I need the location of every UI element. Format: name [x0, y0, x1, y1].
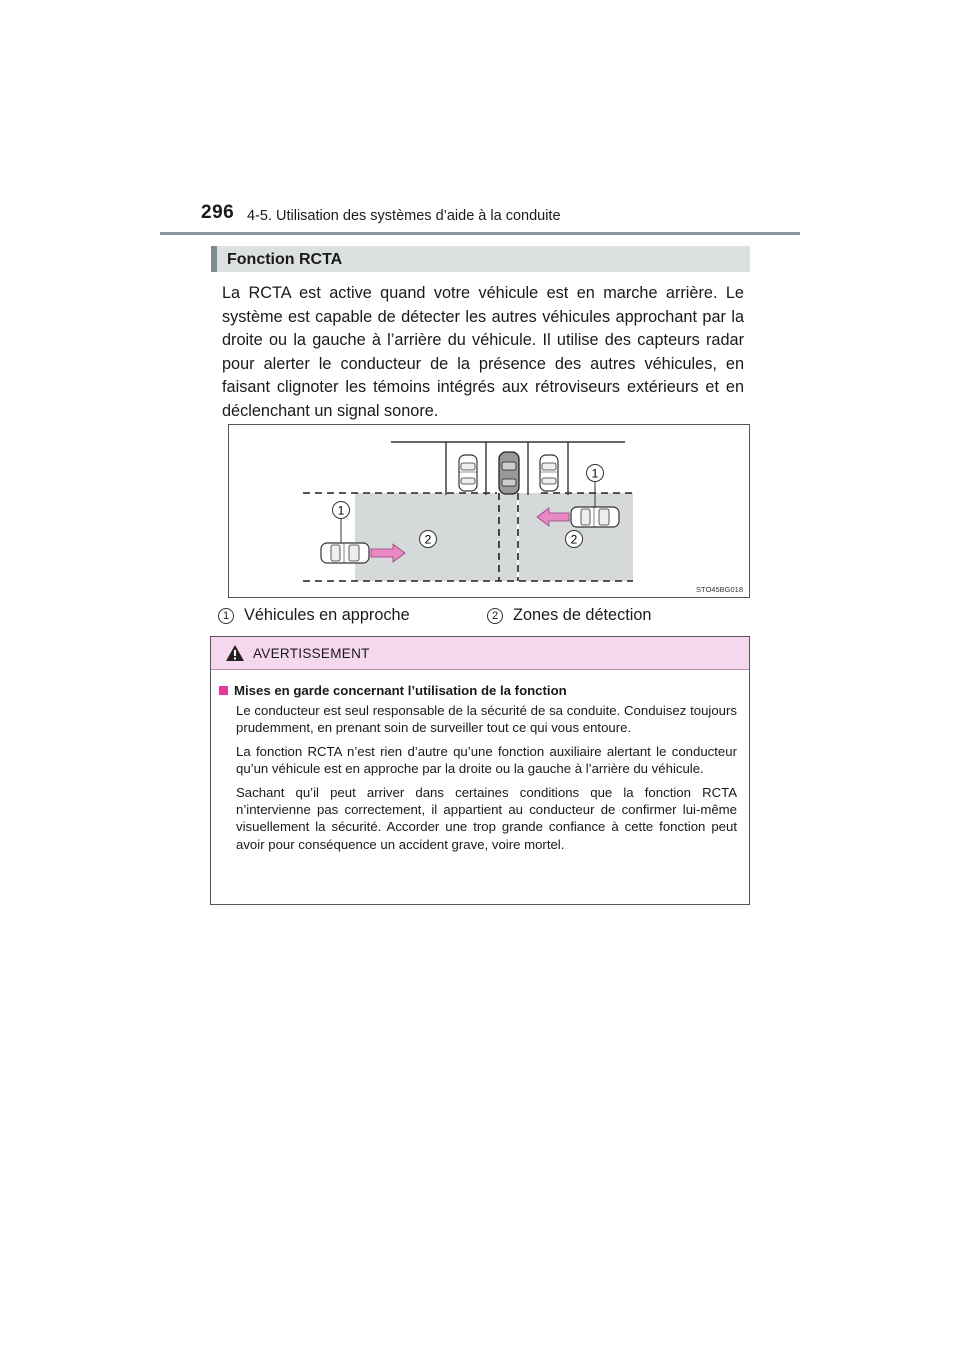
warning-content [211, 670, 749, 853]
intro-paragraph: La RCTA est active quand votre véhicule est en marche arrière. Le système est capable de détecter les autres véhicules approchant par la droite ou la gauche à l’arrière du véhicule. Il utilise des capteurs radar pour alerter le conducteur de la présence des autres véhicules, en faisant clignoter les témoins intégrés aux rétroviseurs extérieurs et en déclenchant un signal sonore. [222, 284, 744, 420]
running-header: 4-5. Utilisation des systèmes d’aide à la conduite [247, 208, 561, 224]
legend-number-2: 2 [487, 608, 503, 624]
callout-2-left [420, 531, 437, 548]
legend-item-1 [218, 606, 410, 625]
warning-label: AVERTISSEMENT [253, 645, 370, 661]
callout-1-right [587, 465, 604, 482]
section-heading: Fonction RCTA [211, 246, 750, 272]
warning-paragraph-2: La fonction RCTA n’est rien d’autre qu’une fonction auxiliaire alertant le conducteur qu’un véhicule est en approche par la droite ou la gauche à l’arrière du véhicule. [236, 743, 737, 777]
callout-1-right-label: 1 [591, 466, 599, 481]
parked-car-left [459, 455, 477, 491]
callout-1-left [333, 502, 350, 519]
warning-title-text: Mises en garde concernant l’utilisation de la fonction [234, 683, 567, 698]
legend-item-2 [487, 606, 652, 625]
approaching-car-right [571, 507, 619, 527]
legend-text-1: Véhicules en approche [244, 606, 410, 624]
warning-triangle-icon [225, 644, 245, 662]
parking-illustration [229, 425, 749, 597]
warning-title [219, 683, 739, 698]
legend-number-1: 1 [218, 608, 234, 624]
warning-paragraph-1: Le conducteur est seul responsable de la sécurité de sa conduite. Conduisez toujours prudemment, en prenant soin de surveiller tout ce qui vous entoure. [236, 703, 737, 736]
header-rule [160, 232, 800, 235]
approaching-car-left [321, 543, 369, 563]
warning-box [210, 636, 750, 905]
warning-header [211, 637, 749, 670]
callout-1-left-label: 1 [337, 503, 345, 518]
page-number: 296 [201, 202, 235, 223]
legend-text-2: Zones de détection [513, 606, 652, 624]
warning-paragraph-3: Sachant qu’il peut arriver dans certaines conditions que la fonction RCTA n’intervienne pas correctement, il appartient au conducteur de confirmer lui-même visuellement la sécurité. Accorder une trop grande confiance à cette fonction peut avoir pour conséquence un accident grave, voire mortel. [236, 784, 737, 852]
callout-2-left-label: 2 [424, 532, 432, 547]
figure-code: STO45BG018 [696, 585, 743, 594]
parked-car-right [540, 455, 558, 491]
callout-2-right [566, 531, 583, 548]
callout-2-right-label: 2 [570, 532, 578, 547]
bullet-square-icon [219, 686, 228, 695]
own-vehicle-reversing [499, 452, 519, 494]
rcta-diagram [228, 424, 750, 598]
